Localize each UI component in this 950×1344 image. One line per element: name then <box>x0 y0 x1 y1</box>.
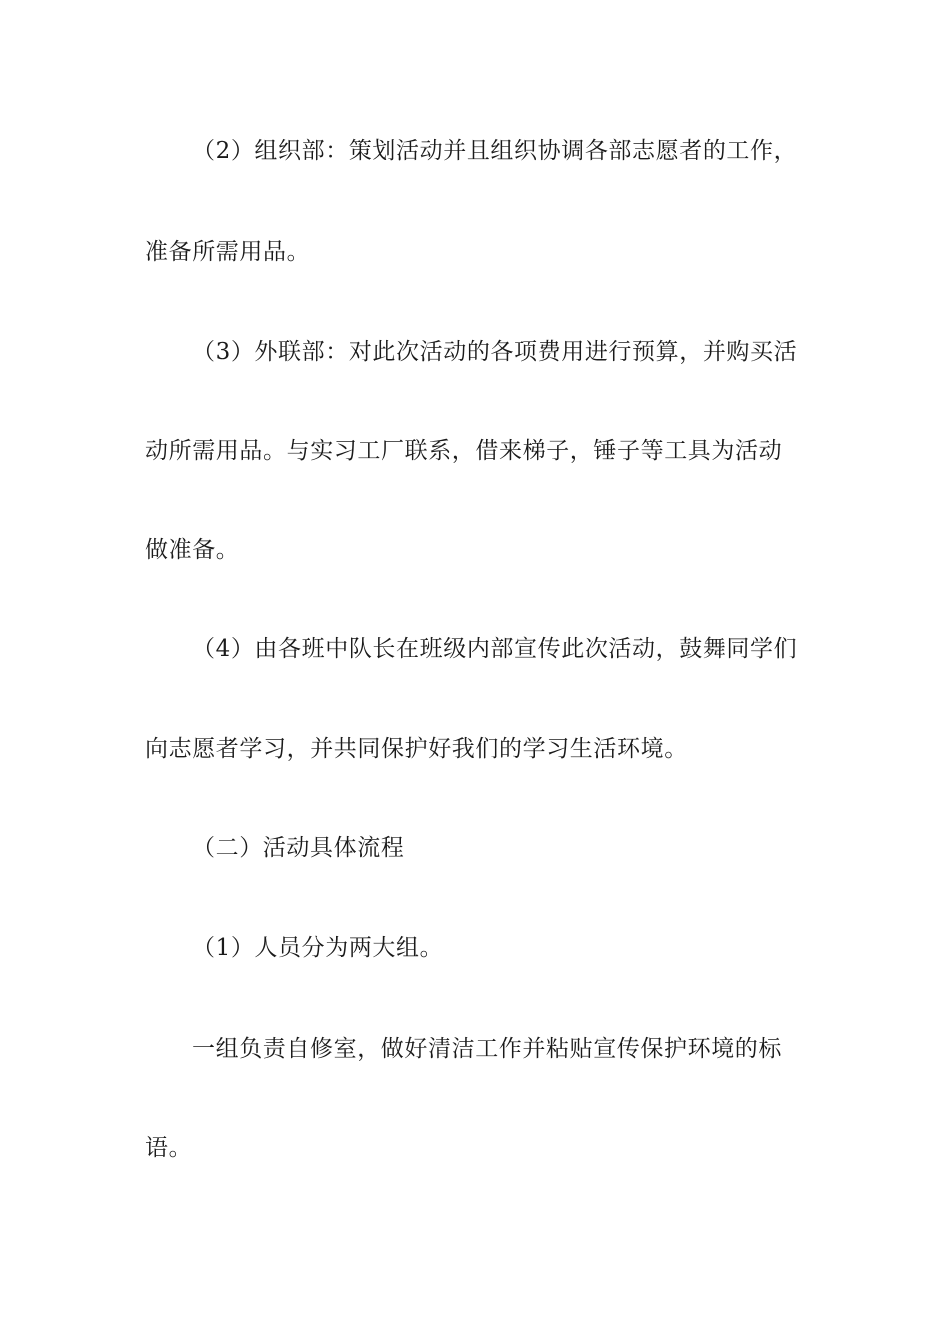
paragraph-line: 准备所需用品。 <box>145 239 311 265</box>
paragraph-line: （2）组织部：策划活动并且组织协调各部志愿者的工作， <box>192 138 798 164</box>
paragraph-line: 做准备。 <box>145 537 240 563</box>
paragraph-line: 动所需用品。与实习工厂联系，借来梯子，锤子等工具为活动 <box>145 438 783 464</box>
paragraph-line: 一组负责自修室，做好清洁工作并粘贴宣传保护环境的标 <box>192 1036 782 1062</box>
paragraph-line: 语。 <box>145 1135 193 1161</box>
paragraph-line: （1）人员分为两大组。 <box>192 935 444 961</box>
paragraph-line: （3）外联部：对此次活动的各项费用进行预算，并购买活 <box>192 339 798 365</box>
section-heading: （二）活动具体流程 <box>192 835 405 861</box>
paragraph-line: 向志愿者学习，并共同保护好我们的学习生活环境。 <box>145 736 688 762</box>
paragraph-line: （4）由各班中队长在班级内部宣传此次活动，鼓舞同学们 <box>192 636 798 662</box>
